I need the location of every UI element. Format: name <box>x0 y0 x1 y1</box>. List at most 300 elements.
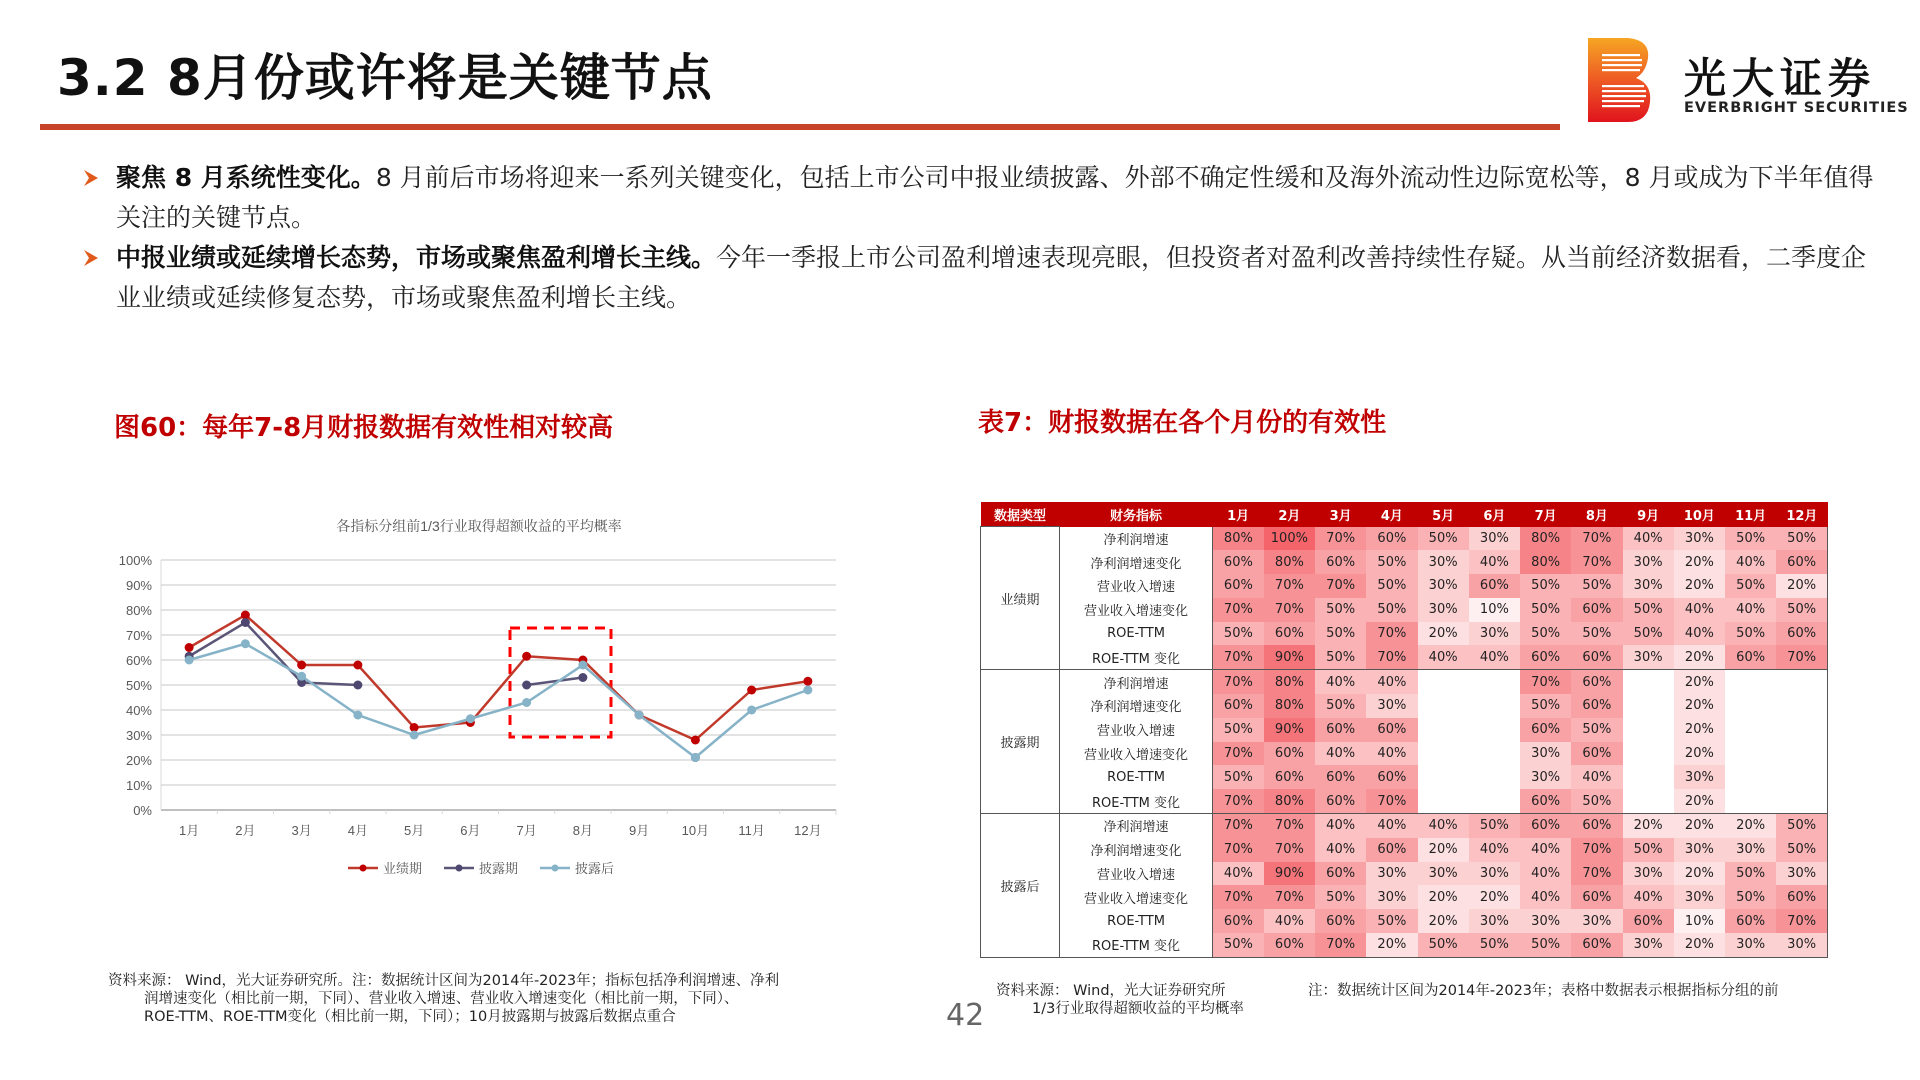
heat-cell: 60% <box>1571 645 1622 669</box>
heat-cell: 50% <box>1213 933 1264 957</box>
heat-cell <box>1418 670 1469 694</box>
data-point <box>241 618 250 627</box>
data-point <box>522 652 531 661</box>
heat-cell: 70% <box>1213 742 1264 766</box>
brand-logo <box>1588 38 1909 122</box>
heat-cell: 20% <box>1725 814 1776 838</box>
data-point <box>241 639 250 648</box>
y-tick-label: 100% <box>118 553 152 568</box>
heat-cell: 30% <box>1469 909 1520 933</box>
heat-cell: 50% <box>1725 862 1776 886</box>
heat-cell: 50% <box>1520 694 1571 718</box>
bullet-arrow-icon <box>82 248 100 268</box>
heat-cell: 30% <box>1623 645 1674 669</box>
heat-cell: 50% <box>1315 598 1366 622</box>
x-tick-label: 11月 <box>738 823 765 838</box>
heat-cell: 50% <box>1418 933 1469 957</box>
legend-label: 披露后 <box>575 861 615 876</box>
heat-cell: 30% <box>1469 622 1520 646</box>
heatmap-table <box>980 502 1828 958</box>
heat-cell: 40% <box>1469 838 1520 862</box>
heat-cell <box>1725 765 1776 789</box>
heat-cell: 70% <box>1366 622 1417 646</box>
heat-cell: 50% <box>1520 622 1571 646</box>
heat-cell: 20% <box>1418 838 1469 862</box>
heat-cell: 30% <box>1776 933 1827 957</box>
heat-cell: 50% <box>1571 622 1622 646</box>
heat-cell: 20% <box>1674 789 1725 813</box>
heat-cell: 40% <box>1520 838 1571 862</box>
indicator-label: 净利润增速变化 <box>1060 694 1213 718</box>
data-point <box>353 661 362 670</box>
brand-name-cn: 光大证券 <box>1684 54 1877 103</box>
group-label: 披露后 <box>981 814 1060 958</box>
heat-cell: 90% <box>1264 718 1315 742</box>
heat-cell: 60% <box>1571 742 1622 766</box>
heat-cell: 20% <box>1674 670 1725 694</box>
heat-cell <box>1418 694 1469 718</box>
indicator-label: 营业收入增速变化 <box>1060 742 1213 766</box>
x-tick-label: 9月 <box>629 823 650 838</box>
indicator-label: 营业收入增速 <box>1060 862 1213 886</box>
figure-source-line-2: 润增速变化（相比前一期，下同）、营业收入增速、营业收入增速变化（相比前一期，下同）、 <box>144 991 739 1007</box>
table-source-note <box>1308 982 1779 1000</box>
heat-cell: 20% <box>1674 718 1725 742</box>
everbright-b-logo-icon <box>1588 38 1652 122</box>
table-row <box>981 814 1828 838</box>
table-header-cell: 7月 <box>1520 502 1571 527</box>
heat-cell: 50% <box>1776 598 1827 622</box>
data-point <box>522 698 531 707</box>
heat-cell: 50% <box>1213 718 1264 742</box>
heat-cell <box>1776 789 1827 813</box>
heat-cell: 50% <box>1623 598 1674 622</box>
heat-cell: 60% <box>1213 550 1264 574</box>
legend-label: 披露期 <box>479 861 519 876</box>
indicator-label: 营业收入增速 <box>1060 718 1213 742</box>
heat-cell: 50% <box>1469 814 1520 838</box>
heat-cell <box>1418 718 1469 742</box>
heat-cell: 60% <box>1776 550 1827 574</box>
heat-cell: 50% <box>1725 527 1776 551</box>
table-row <box>981 645 1828 669</box>
heat-cell <box>1469 670 1520 694</box>
heat-cell: 20% <box>1674 694 1725 718</box>
heat-cell: 60% <box>1315 909 1366 933</box>
heat-cell: 40% <box>1571 765 1622 789</box>
y-tick-label: 60% <box>125 653 152 668</box>
heat-cell: 60% <box>1571 694 1622 718</box>
x-tick-label: 2月 <box>235 823 256 838</box>
heat-cell: 30% <box>1623 862 1674 886</box>
heat-cell: 40% <box>1213 862 1264 886</box>
heat-cell: 60% <box>1315 550 1366 574</box>
heat-cell <box>1776 742 1827 766</box>
data-point <box>747 686 756 695</box>
heat-cell: 60% <box>1366 765 1417 789</box>
indicator-label: 营业收入增速变化 <box>1060 598 1213 622</box>
heat-cell <box>1725 789 1776 813</box>
bullet-1-text: 8 月前后市场将迎来一系列关键变化，包括上市公司中报业绩披露、外部不确定性缓和及海外流动性边际宽松等，8 月或成为下半年值得关注的关键节点。 <box>116 163 1874 232</box>
table-header-cell: 9月 <box>1623 502 1674 527</box>
heat-cell: 40% <box>1725 598 1776 622</box>
heat-cell: 60% <box>1315 862 1366 886</box>
table-header-cell: 4月 <box>1366 502 1417 527</box>
heat-cell: 80% <box>1264 789 1315 813</box>
heat-cell: 20% <box>1674 574 1725 598</box>
heat-cell: 40% <box>1315 742 1366 766</box>
table-header-cell: 12月 <box>1776 502 1827 527</box>
heat-cell: 30% <box>1520 742 1571 766</box>
heat-cell <box>1776 718 1827 742</box>
heat-cell <box>1725 694 1776 718</box>
bullet-point-1 <box>82 158 1882 238</box>
table-source-note-2 <box>1032 1000 1244 1018</box>
indicator-label: ROE-TTM 变化 <box>1060 789 1213 813</box>
table-header-cell: 财务指标 <box>1060 502 1213 527</box>
heat-cell: 90% <box>1264 645 1315 669</box>
heat-cell: 50% <box>1725 885 1776 909</box>
heat-cell: 50% <box>1469 933 1520 957</box>
indicator-label: 营业收入增速变化 <box>1060 885 1213 909</box>
table-caption: 表7：财报数据在各个月份的有效性 <box>978 408 1387 438</box>
table-row <box>981 933 1828 957</box>
table-row <box>981 694 1828 718</box>
heat-cell: 70% <box>1571 838 1622 862</box>
brand-name-en: EVERBRIGHT SECURITIES <box>1684 100 1909 116</box>
indicator-label: 净利润增速变化 <box>1060 550 1213 574</box>
heat-cell: 60% <box>1213 574 1264 598</box>
chart-legend <box>348 861 614 876</box>
heat-cell: 20% <box>1674 862 1725 886</box>
heat-cell: 50% <box>1366 909 1417 933</box>
indicator-label: 营业收入增速 <box>1060 574 1213 598</box>
heat-cell: 60% <box>1725 909 1776 933</box>
heat-cell: 40% <box>1469 645 1520 669</box>
heat-cell: 40% <box>1674 622 1725 646</box>
heat-cell <box>1776 694 1827 718</box>
heat-cell: 20% <box>1418 909 1469 933</box>
heat-cell: 50% <box>1571 718 1622 742</box>
heat-cell: 40% <box>1366 742 1417 766</box>
heat-cell <box>1469 718 1520 742</box>
heat-cell: 30% <box>1520 909 1571 933</box>
y-tick-label: 30% <box>125 728 152 743</box>
heat-cell: 60% <box>1571 670 1622 694</box>
data-point <box>185 656 194 665</box>
heat-cell: 70% <box>1366 645 1417 669</box>
heat-cell: 30% <box>1674 765 1725 789</box>
x-tick-label: 8月 <box>572 823 593 838</box>
heat-cell: 70% <box>1264 885 1315 909</box>
heat-cell: 80% <box>1264 694 1315 718</box>
indicator-label: ROE-TTM 变化 <box>1060 933 1213 957</box>
data-point <box>297 672 306 681</box>
heat-cell: 70% <box>1315 527 1366 551</box>
heat-cell: 50% <box>1776 838 1827 862</box>
bullet-point-2 <box>82 238 1882 318</box>
x-tick-label: 7月 <box>516 823 537 838</box>
heat-cell <box>1469 742 1520 766</box>
heat-cell <box>1725 718 1776 742</box>
heat-cell <box>1418 789 1469 813</box>
data-point <box>353 711 362 720</box>
heat-cell: 50% <box>1213 765 1264 789</box>
heat-cell: 20% <box>1674 645 1725 669</box>
heat-cell: 70% <box>1213 789 1264 813</box>
heat-cell: 60% <box>1776 622 1827 646</box>
heat-cell: 60% <box>1623 909 1674 933</box>
heat-cell: 30% <box>1623 550 1674 574</box>
heat-cell: 60% <box>1776 885 1827 909</box>
heat-cell: 40% <box>1623 885 1674 909</box>
heat-cell: 30% <box>1623 574 1674 598</box>
table-row <box>981 742 1828 766</box>
bullet-1-bold: 聚焦 8 月系统性变化。 <box>116 163 376 192</box>
heat-cell: 70% <box>1213 598 1264 622</box>
heat-cell: 70% <box>1571 862 1622 886</box>
table-header-cell: 3月 <box>1315 502 1366 527</box>
heat-cell <box>1623 694 1674 718</box>
heat-cell: 80% <box>1264 670 1315 694</box>
heat-cell: 20% <box>1674 742 1725 766</box>
chart-title: 各指标分组前1/3行业取得超额收益的平均概率 <box>336 518 622 534</box>
heat-cell: 40% <box>1366 670 1417 694</box>
table-row <box>981 718 1828 742</box>
heat-cell: 70% <box>1264 574 1315 598</box>
x-tick-label: 1月 <box>179 823 200 838</box>
heat-cell: 50% <box>1366 598 1417 622</box>
heat-cell: 90% <box>1264 862 1315 886</box>
data-point <box>803 677 812 686</box>
heat-cell: 70% <box>1213 814 1264 838</box>
heat-cell <box>1469 765 1520 789</box>
table-row <box>981 838 1828 862</box>
heat-cell: 20% <box>1366 933 1417 957</box>
heat-cell: 30% <box>1469 862 1520 886</box>
data-point <box>353 681 362 690</box>
heat-cell: 70% <box>1264 838 1315 862</box>
heat-cell: 30% <box>1623 933 1674 957</box>
heat-cell: 30% <box>1725 838 1776 862</box>
heat-cell: 20% <box>1776 574 1827 598</box>
heat-cell: 20% <box>1418 622 1469 646</box>
x-axis-ticks <box>179 823 822 838</box>
heat-cell: 20% <box>1469 885 1520 909</box>
heat-cell: 30% <box>1366 885 1417 909</box>
table-row <box>981 789 1828 813</box>
y-tick-label: 10% <box>125 778 152 793</box>
table-row <box>981 885 1828 909</box>
figure-source-line-3: ROE-TTM、ROE-TTM变化（相比前一期，下同）；10月披露期与披露后数据点重合 <box>144 1009 676 1025</box>
indicator-label: ROE-TTM <box>1060 909 1213 933</box>
heat-cell: 10% <box>1469 598 1520 622</box>
x-tick-label: 10月 <box>681 823 710 838</box>
heat-cell: 30% <box>1418 598 1469 622</box>
figure-source-line-1: 资料来源： Wind，光大证券研究所。注：数据统计区间为2014年-2023年；指标包括净利润增速、净利 <box>108 973 780 989</box>
heat-cell: 40% <box>1315 838 1366 862</box>
heat-cell: 40% <box>1520 885 1571 909</box>
heat-cell: 60% <box>1213 694 1264 718</box>
heat-cell: 60% <box>1520 718 1571 742</box>
heat-cell <box>1623 742 1674 766</box>
x-tick-label: 3月 <box>291 823 312 838</box>
heat-cell: 50% <box>1366 550 1417 574</box>
heat-cell <box>1623 789 1674 813</box>
table-note-line-2: 1/3行业取得超额收益的平均概率 <box>1032 1001 1244 1017</box>
heat-cell: 50% <box>1776 527 1827 551</box>
chart-series <box>185 611 813 763</box>
heat-cell: 30% <box>1674 838 1725 862</box>
table-row <box>981 670 1828 694</box>
heat-cell: 70% <box>1315 574 1366 598</box>
indicator-label: ROE-TTM 变化 <box>1060 645 1213 669</box>
line-chart <box>90 490 880 900</box>
indicator-label: ROE-TTM <box>1060 765 1213 789</box>
page-title: 3.2 8月份或许将是关键节点 <box>57 49 713 107</box>
heat-cell: 40% <box>1366 814 1417 838</box>
y-tick-label: 0% <box>133 803 152 818</box>
heat-cell: 70% <box>1264 814 1315 838</box>
heat-cell: 60% <box>1520 789 1571 813</box>
table-row <box>981 765 1828 789</box>
heat-cell: 30% <box>1418 574 1469 598</box>
table-note-line-1: 注：数据统计区间为2014年-2023年；表格中数据表示根据指标分组的前 <box>1308 983 1779 999</box>
heat-cell: 30% <box>1571 909 1622 933</box>
y-tick-label: 70% <box>125 628 152 643</box>
legend-label: 业绩期 <box>383 861 423 876</box>
heat-cell: 20% <box>1623 814 1674 838</box>
heat-cell: 50% <box>1520 598 1571 622</box>
heat-cell <box>1469 789 1520 813</box>
heat-cell: 50% <box>1315 622 1366 646</box>
heat-cell: 20% <box>1674 933 1725 957</box>
heat-cell: 60% <box>1571 933 1622 957</box>
heat-cell: 30% <box>1418 550 1469 574</box>
heat-cell: 30% <box>1366 694 1417 718</box>
heat-cell: 40% <box>1674 598 1725 622</box>
table-body <box>981 527 1828 958</box>
heat-cell: 60% <box>1315 718 1366 742</box>
heat-cell: 50% <box>1571 574 1622 598</box>
heat-cell: 40% <box>1623 527 1674 551</box>
table-header-cell: 8月 <box>1571 502 1622 527</box>
heat-cell: 50% <box>1366 574 1417 598</box>
table-row <box>981 598 1828 622</box>
heat-cell: 80% <box>1520 550 1571 574</box>
heat-cell: 20% <box>1418 885 1469 909</box>
series-业绩期 <box>185 611 813 745</box>
bullet-2-text: 今年一季报上市公司盈利增速表现亮眼，但投资者对盈利改善持续性存疑。从当前经济数据看，二季度企业业绩或延续修复态势，市场或聚焦盈利增长主线。 <box>116 243 1867 312</box>
data-point <box>297 661 306 670</box>
heat-cell: 60% <box>1571 598 1622 622</box>
indicator-label: 净利润增速变化 <box>1060 838 1213 862</box>
data-point <box>691 736 700 745</box>
heat-cell: 40% <box>1315 814 1366 838</box>
x-tick-label: 4月 <box>347 823 368 838</box>
table-row <box>981 574 1828 598</box>
heat-cell <box>1623 765 1674 789</box>
data-point <box>185 643 194 652</box>
heat-cell <box>1623 670 1674 694</box>
heat-cell: 40% <box>1725 550 1776 574</box>
figure-source-note <box>108 972 779 1026</box>
heat-cell: 30% <box>1366 862 1417 886</box>
group-label: 披露期 <box>981 670 1060 814</box>
x-tick-label: 12月 <box>794 823 822 838</box>
heat-cell: 70% <box>1571 527 1622 551</box>
heat-cell: 60% <box>1264 742 1315 766</box>
heat-cell: 70% <box>1213 885 1264 909</box>
bullet-2-bold: 中报业绩或延续增长态势，市场或聚焦盈利增长主线。 <box>116 243 717 272</box>
heat-cell: 30% <box>1520 765 1571 789</box>
heat-cell: 60% <box>1264 765 1315 789</box>
data-point <box>578 661 587 670</box>
heat-cell: 30% <box>1674 527 1725 551</box>
data-point <box>466 714 475 723</box>
heat-cell <box>1776 765 1827 789</box>
heat-cell: 60% <box>1469 574 1520 598</box>
table-row <box>981 550 1828 574</box>
y-tick-label: 50% <box>125 678 152 693</box>
table-row <box>981 862 1828 886</box>
heat-cell: 60% <box>1264 933 1315 957</box>
heat-cell: 60% <box>1213 909 1264 933</box>
table-header-cell: 2月 <box>1264 502 1315 527</box>
heat-cell: 50% <box>1623 838 1674 862</box>
heat-cell: 70% <box>1520 670 1571 694</box>
heat-cell: 60% <box>1725 645 1776 669</box>
figure-caption: 图60：每年7-8月财报数据有效性相对较高 <box>114 413 614 443</box>
table-header-cell: 1月 <box>1213 502 1264 527</box>
indicator-label: ROE-TTM <box>1060 622 1213 646</box>
x-tick-label: 5月 <box>404 823 425 838</box>
y-tick-label: 40% <box>125 703 152 718</box>
indicator-label: 净利润增速 <box>1060 527 1213 551</box>
heat-cell: 60% <box>1571 885 1622 909</box>
heat-cell: 80% <box>1520 527 1571 551</box>
heat-cell <box>1469 694 1520 718</box>
heat-cell: 30% <box>1674 885 1725 909</box>
heat-cell: 70% <box>1213 670 1264 694</box>
heat-cell: 70% <box>1366 789 1417 813</box>
table-source-left <box>996 982 1226 1000</box>
heat-cell: 60% <box>1366 718 1417 742</box>
indicator-label: 净利润增速 <box>1060 670 1213 694</box>
heat-cell: 60% <box>1264 622 1315 646</box>
heat-cell: 40% <box>1264 909 1315 933</box>
heat-cell: 50% <box>1520 933 1571 957</box>
heat-cell: 60% <box>1571 814 1622 838</box>
series-披露期 <box>185 618 700 762</box>
heat-cell: 50% <box>1623 622 1674 646</box>
table-row <box>981 909 1828 933</box>
page-number: 42 <box>946 998 985 1033</box>
table-header-cell: 10月 <box>1674 502 1725 527</box>
heat-cell: 30% <box>1469 527 1520 551</box>
heat-cell: 70% <box>1213 838 1264 862</box>
data-point <box>747 706 756 715</box>
heat-cell: 20% <box>1674 814 1725 838</box>
heat-cell: 70% <box>1571 550 1622 574</box>
heat-cell: 50% <box>1315 885 1366 909</box>
table-source-text: 资料来源： Wind，光大证券研究所 <box>996 983 1226 999</box>
heat-cell <box>1776 670 1827 694</box>
group-label: 业绩期 <box>981 527 1060 670</box>
heat-cell: 20% <box>1674 550 1725 574</box>
heat-cell: 50% <box>1725 574 1776 598</box>
heat-cell: 40% <box>1520 862 1571 886</box>
